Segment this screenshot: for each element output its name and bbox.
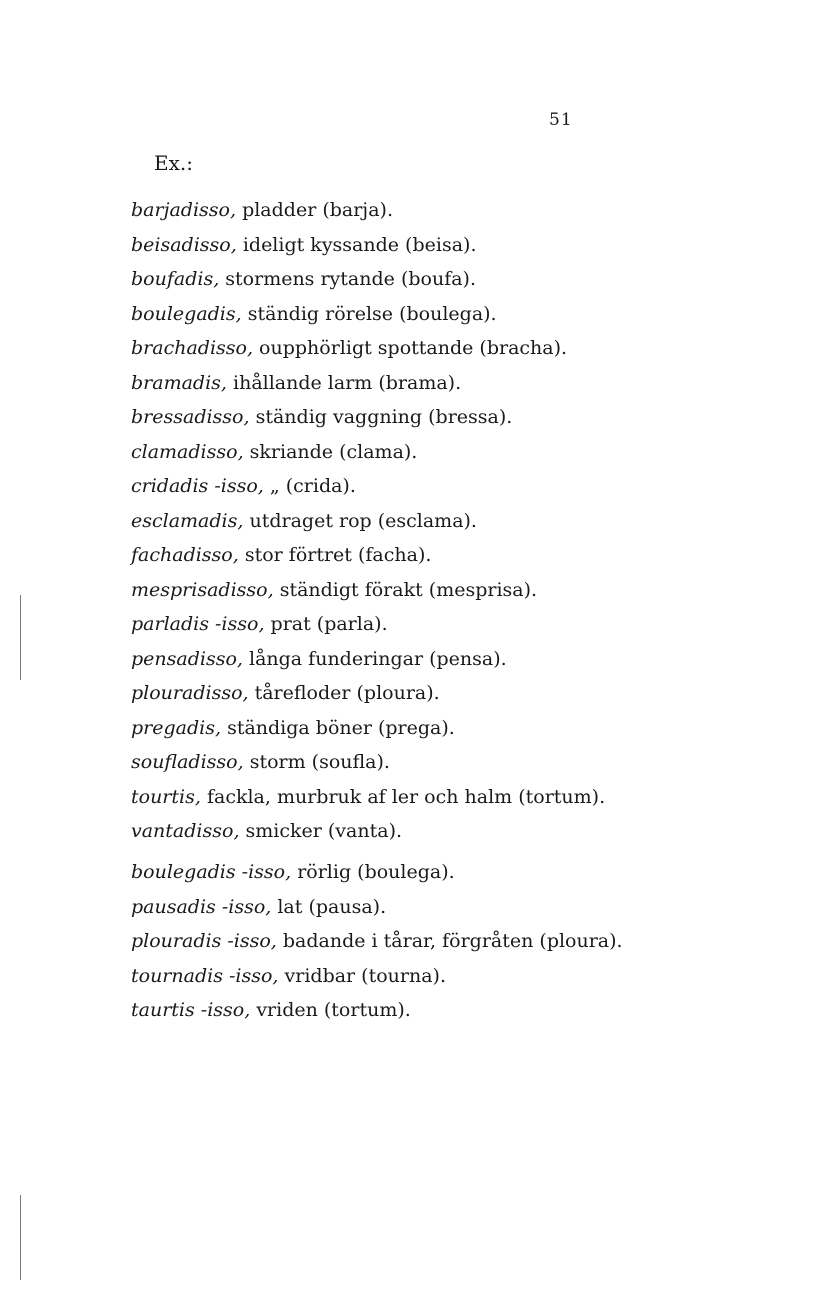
entry-gloss: smicker (vanta). [245,820,403,842]
entry-line [131,711,605,746]
entry-term: taurtis -isso, [131,999,251,1021]
entry-term: plouradis -isso, [131,930,277,952]
entry-gloss: ständig vaggning (bressa). [255,406,513,428]
entry-term: fachadisso, [131,544,239,566]
entry-line [131,780,605,815]
adjective-entry-list [131,855,623,1028]
entry-term: barjadisso, [131,199,237,221]
entry-line [131,262,605,297]
entry-line [131,435,605,470]
entry-term: bressadisso, [131,406,250,428]
entry-line [131,573,605,608]
entry-line [131,676,605,711]
entry-term: pausadis -isso, [131,895,272,918]
entry-line [131,469,605,504]
entry-term: boufadis, [131,268,220,290]
entry-term: clamadisso, [131,440,244,463]
page-number: 51 [549,110,573,130]
entry-term: tournadis -isso, [131,964,279,987]
entry-gloss: skriande (clama). [249,440,418,463]
entry-gloss: ihållande larm (brama). [233,371,462,394]
entry-term: boulegadis -isso, [131,861,292,883]
entry-term: tourtis, [131,785,201,808]
entry-line [131,538,605,573]
entry-gloss: rörlig (boulega). [297,861,455,883]
margin-scan-line [20,595,21,680]
entry-gloss: stormens rytande (boufa). [225,268,477,290]
entry-gloss: utdraget rop (esclama). [249,509,477,532]
entry-term: parladis -isso, [131,613,265,635]
entry-line [131,297,605,332]
entry-line [131,814,605,849]
entry-gloss: pladder (barja). [242,199,393,221]
entry-gloss: ideligt kyssande (beisa). [242,233,477,256]
entry-term: plouradisso, [131,682,249,704]
entry-gloss: storm (soufla). [249,751,390,773]
entry-line [131,890,623,925]
entry-line [131,193,605,228]
entry-term: bramadis, [131,371,227,394]
entry-line [131,366,605,401]
entry-gloss: stor förtret (facha). [244,544,432,566]
entry-gloss: lat (pausa). [277,895,387,918]
entry-line [131,642,605,677]
entry-term: pregadis, [131,716,222,739]
entry-line [131,400,605,435]
noun-entry-list [131,193,605,849]
entry-gloss: långa funderingar (pensa). [249,647,507,670]
entry-line [131,607,605,642]
entry-term: esclamadis, [131,509,244,532]
entry-gloss: prat (parla). [270,613,388,635]
entry-line [131,504,605,539]
entry-gloss: oupphörligt spottande (bracha). [259,337,568,359]
entry-gloss: ständiga böner (prega). [227,716,455,739]
entry-term: soufladisso, [131,751,244,773]
entry-gloss: vriden (tortum). [256,999,411,1021]
entry-term: beisadisso, [131,233,237,256]
entry-line [131,855,623,890]
entry-line [131,228,605,263]
entry-gloss: badande i tårar, förgråten (ploura). [282,930,623,952]
entry-line [131,745,605,780]
entry-gloss: „ (crida). [269,475,356,497]
margin-scan-line [20,1195,21,1280]
entry-gloss: tårefloder (ploura). [254,682,440,704]
entry-term: mesprisadisso, [131,578,274,601]
entry-line [131,959,623,994]
entry-term: boulegadis, [131,302,242,325]
entry-gloss: ständigt förakt (mesprisa). [279,578,538,601]
entry-line [131,331,605,366]
entry-gloss: fackla, murbruk af ler och halm (tortum). [206,785,606,808]
example-label: Ex.: [154,151,193,175]
entry-line [131,993,623,1028]
entry-term: brachadisso, [131,337,253,359]
entry-gloss: vridbar (tourna). [284,964,447,987]
entry-term: pensadisso, [131,647,243,670]
entry-term: vantadisso, [131,820,240,842]
entry-term: cridadis -isso, [131,475,264,497]
entry-line [131,924,623,959]
entry-gloss: ständig rörelse (boulega). [247,302,497,325]
